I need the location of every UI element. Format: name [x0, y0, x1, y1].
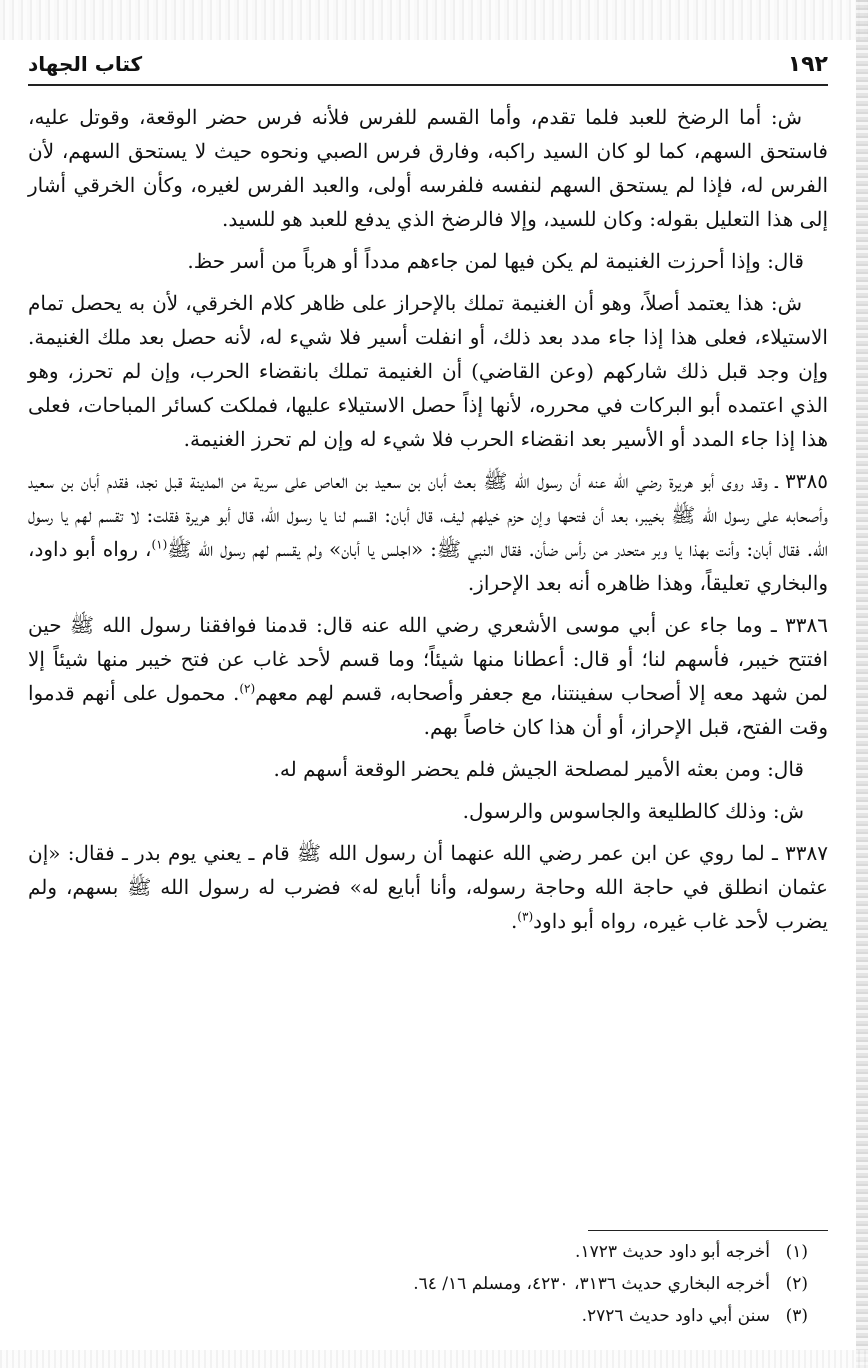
footnote-text: أخرجه أبو داود حديث ١٧٢٣. — [575, 1242, 770, 1262]
page-number: ١٩٢ — [787, 51, 828, 77]
footnote — [28, 1236, 808, 1268]
footnote-ref: (٣) — [517, 909, 534, 924]
footnote-ref: (٢) — [239, 681, 256, 696]
footnote-number: (٣) — [785, 1306, 808, 1326]
page-header — [28, 44, 828, 86]
scan-edge-bottom — [0, 1350, 868, 1368]
running-title: كتاب الجهاد — [28, 52, 143, 76]
paragraph: ٣٣٨٦ ـ وما جاء عن أبي موسى الأشعري رضي الله عنه قال: قدمنا فوافقنا رسول الله ﷺ حين افتتح خيبر، فأسهم لنا؛ أو قال: أعطانا منها شيئاً؛ وما قسم لأحد غاب عن فتح خيبر منها شيئاً إلا لمن شهد معه إلا أصحاب سفينتنا، مع جعفر وأصحابه، قسم لهم معهم$^{(٢)}$. محمول على أنهم قدموا وقت الفتح، قبل الإحراز، أو أن هذا كان خاصاً بهم. — [28, 613, 828, 739]
footnote — [28, 1300, 808, 1332]
scan-edge-right — [856, 0, 868, 1368]
scan-edge-top — [0, 0, 868, 40]
footnotes — [28, 1236, 808, 1332]
paragraph: قال: وإذا أحرزت الغنيمة لم يكن فيها لمن جاءهم مدداً أو هرباً من أسر حظ. — [187, 249, 804, 273]
footnote — [28, 1268, 808, 1300]
footnote-number: (٢) — [785, 1274, 808, 1294]
paragraph: ٣٣٨٥ ـ وقد روى أبو هريرة رضي الله عنه أن رسول الله ﷺ بعث أبان بن سعيد بن العاص على سرية من المدينة قبل نجد، فقدم أبان بن سعيد وأصحابه على رسول الله ﷺ بخيبر، بعد أن فتحها وإن حزم خيلهم ليف، قال أبان: اقسم لنا يا رسول الله، قال أبو هريرة فقلت: لا تقسم لهم يا رسول الله. فقال أبان: وأنت بهذا يا وبر متحدر من رأس ضأن. فقال النبي ﷺ: «اجلس يا أبان» ولم يقسم لهم رسول الله ﷺ$^{(١)}$، رواه أبو داود، والبخاري تعليقاً، وهذا ظاهره أنه بعد الإحراز. — [28, 469, 828, 595]
paragraph: ش: أما الرضخ للعبد فلما تقدم، وأما القسم للفرس فلأنه فرس حضر الوقعة، وقوتل عليه، فاستحق السهم، كما لو كان السيد راكبه، وفارق فرس الصبي ونحوه حيث لا يستحق السهم، لأن الفرس له، فإذا لم يستحق السهم لنفسه فلفرسه أولى، والعبد الفرس لغيره، وكأن الخرقي أشار إلى هذا التعليل بقوله: وكان للسيد، وإلا فالرضخ الذي يدفع للعبد هو للسيد. — [28, 105, 828, 231]
footnote-text: سنن أبي داود حديث ٢٧٢٦. — [581, 1306, 770, 1326]
footnote-ref: (١) — [151, 537, 168, 552]
paragraph: ش: وذلك كالطليعة والجاسوس والرسول. — [462, 799, 804, 823]
footnote-number: (١) — [785, 1242, 808, 1262]
main-text — [28, 100, 828, 946]
footnote-text: أخرجه البخاري حديث ٣١٣٦، ٤٢٣٠، ومسلم ١٦/ ٦٤. — [413, 1274, 770, 1294]
paragraph: ٣٣٨٧ ـ لما روي عن ابن عمر رضي الله عنهما أن رسول الله ﷺ قام ـ يعني يوم بدر ـ فقال: «إن عثمان انطلق في حاجة الله وحاجة رسوله، وأنا أبايع له» فضرب له رسول الله ﷺ بسهم، ولم يضرب لأحد غاب غيره، رواه أبو داود$^{(٣)}$. — [28, 841, 828, 933]
paragraph: قال: ومن بعثه الأمير لمصلحة الجيش فلم يحضر الوقعة أسهم له. — [273, 757, 804, 781]
footnote-divider — [588, 1230, 828, 1231]
paragraph: ش: هذا يعتمد أصلاً، وهو أن الغنيمة تملك بالإحراز على ظاهر كلام الخرقي، لأن به يحصل تمام الاستيلاء، فعلى هذا إذا جاء مدد بعد ذلك، أو انفلت أسير فلا شيء له، لأنه حصل بعد ملك الغنيمة. وإن وجد قبل ذلك شاركهم (وعن القاضي) أن الغنيمة تملك بانقضاء الحرب، وإن لم تحرز، وهو الذي اعتمده أبو البركات في محرره، لأنها إذاً حصل الاستيلاء عليها، فملكت كسائر المباحات، فعلى هذا إذا جاء المدد أو الأسير بعد انقضاء الحرب فلا شيء له وإن لم تحرز الغنيمة. — [28, 291, 828, 451]
